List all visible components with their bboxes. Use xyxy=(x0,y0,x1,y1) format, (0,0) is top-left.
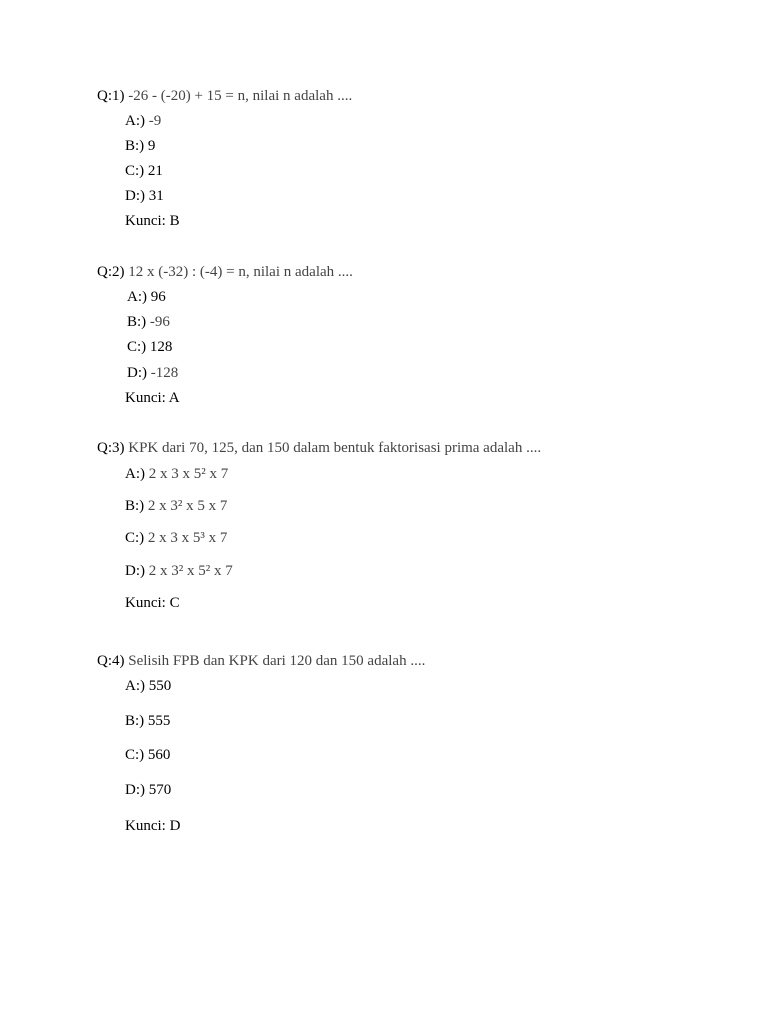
option-label: D:) xyxy=(125,782,145,798)
option-text: -96 xyxy=(149,314,170,330)
question-4 xyxy=(97,652,425,670)
question-3-option-a xyxy=(125,465,228,483)
option-label: A:) xyxy=(125,113,145,129)
question-1-option-d xyxy=(125,187,164,205)
question-4-option-d xyxy=(125,781,171,799)
question-4-key: Kunci: D xyxy=(125,818,181,834)
question-2-option-c xyxy=(127,338,172,356)
option-text: 31 xyxy=(148,188,164,204)
question-1-text: -26 - (-20) + 15 = n, nilai n adalah .... xyxy=(128,88,353,104)
question-2-option-b xyxy=(127,313,170,331)
option-label: C:) xyxy=(127,339,147,355)
question-1-key: Kunci: B xyxy=(125,213,180,229)
question-4-option-b xyxy=(125,712,170,730)
question-2 xyxy=(97,263,353,281)
option-label: A:) xyxy=(127,289,147,305)
option-text: 2 x 3² x 5² x 7 xyxy=(148,563,233,579)
question-3-text: KPK dari 70, 125, dan 150 dalam bentuk faktorisasi prima adalah .... xyxy=(128,440,542,456)
option-label: B:) xyxy=(125,713,145,729)
option-text: 128 xyxy=(149,339,173,355)
question-2-option-d xyxy=(127,364,178,382)
option-text: 2 x 3 x 5² x 7 xyxy=(148,466,229,482)
option-text: -9 xyxy=(148,113,162,129)
question-3-option-c xyxy=(125,529,227,547)
question-4-text: Selisih FPB dan KPK dari 120 dan 150 adalah .... xyxy=(128,653,426,669)
option-label: D:) xyxy=(127,365,147,381)
option-text: 96 xyxy=(150,289,166,305)
question-4-option-c xyxy=(125,746,170,764)
option-label: B:) xyxy=(127,314,147,330)
question-3-key: Kunci: C xyxy=(125,595,180,611)
question-2-label: Q:2) xyxy=(97,264,125,280)
question-3-option-d xyxy=(125,562,233,580)
option-text: -128 xyxy=(150,365,179,381)
option-text: 550 xyxy=(148,678,172,694)
option-text: 9 xyxy=(147,138,156,154)
option-label: C:) xyxy=(125,163,145,179)
question-1-option-b xyxy=(125,137,155,155)
question-4-option-a xyxy=(125,677,171,695)
option-text: 2 x 3² x 5 x 7 xyxy=(147,498,228,514)
option-label: D:) xyxy=(125,188,145,204)
option-text: 560 xyxy=(147,747,171,763)
option-text: 2 x 3 x 5³ x 7 xyxy=(147,530,228,546)
option-label: C:) xyxy=(125,747,145,763)
option-label: C:) xyxy=(125,530,145,546)
question-3 xyxy=(97,439,541,457)
question-1 xyxy=(97,87,352,105)
question-1-option-c xyxy=(125,162,163,180)
option-label: B:) xyxy=(125,498,145,514)
option-text: 555 xyxy=(147,713,171,729)
option-label: D:) xyxy=(125,563,145,579)
question-2-text: 12 x (-32) : (-4) = n, nilai n adalah .... xyxy=(128,264,353,280)
question-3-option-b xyxy=(125,497,227,515)
question-1-label: Q:1) xyxy=(97,88,125,104)
question-3-label: Q:3) xyxy=(97,440,125,456)
option-label: B:) xyxy=(125,138,145,154)
option-label: A:) xyxy=(125,466,145,482)
question-2-key: Kunci: A xyxy=(125,390,180,406)
question-2-option-a xyxy=(127,288,166,306)
option-text: 570 xyxy=(148,782,172,798)
question-1-option-a xyxy=(125,112,161,130)
question-4-label: Q:4) xyxy=(97,653,125,669)
option-text: 21 xyxy=(147,163,163,179)
option-label: A:) xyxy=(125,678,145,694)
